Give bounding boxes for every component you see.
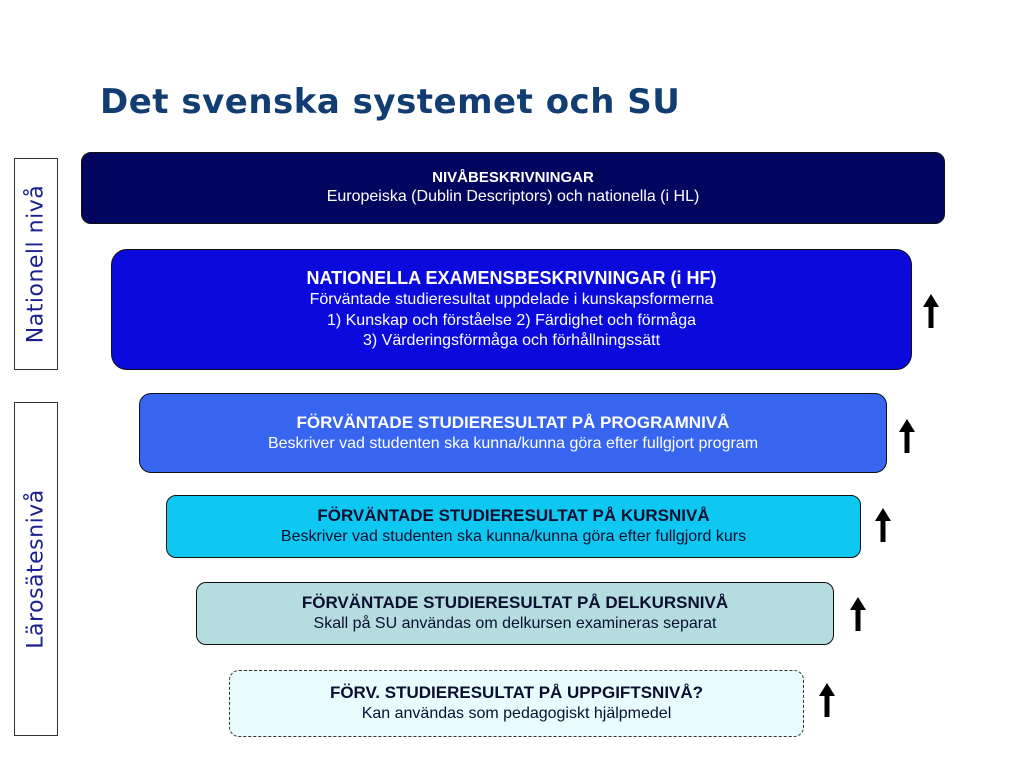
up-arrow-icon: [819, 683, 835, 717]
level-description: Beskriver vad studenten ska kunna/kunna göra efter fullgjord kurs: [280, 528, 747, 546]
level-description: 1) Kunskap och förståelse 2) Färdighet och förmåga: [326, 311, 697, 329]
level-description: 3) Värderingsförmåga och förhållningssätt: [362, 332, 661, 350]
level-description: Kan användas som pedagogiskt hjälpmedel: [361, 705, 672, 723]
university-level-bracket: [14, 402, 58, 736]
up-arrow-icon: [850, 597, 866, 631]
up-arrow-icon: [899, 419, 915, 453]
level-box-assignment-outcomes: [229, 670, 804, 737]
level-description: Förväntade studieresultat uppdelade i kunskapsformerna: [309, 291, 714, 309]
page-title: Det svenska systemet och SU: [100, 82, 681, 122]
national-level-bracket: [14, 158, 58, 370]
level-heading: FÖRVÄNTADE STUDIERESULTAT PÅ KURSNIVÅ: [317, 506, 710, 526]
level-box-level-descriptors: [81, 152, 945, 224]
level-description: Europeiska (Dublin Descriptors) och nationella (i HL): [326, 188, 700, 206]
up-arrow-icon: [875, 508, 891, 542]
national-level-label: Nationell nivå: [23, 184, 49, 344]
level-box-program-outcomes: [139, 393, 887, 473]
level-heading: FÖRV. STUDIERESULTAT PÅ UPPGIFTSNIVÅ?: [329, 683, 704, 703]
university-level-label: Lärosätesnivå: [23, 489, 49, 649]
level-description: Beskriver vad studenten ska kunna/kunna göra efter fullgjort program: [267, 434, 759, 452]
level-heading: FÖRVÄNTADE STUDIERESULTAT PÅ DELKURSNIVÅ: [301, 593, 729, 613]
up-arrow-icon: [923, 294, 939, 328]
level-box-subcourse-outcomes: [196, 582, 834, 645]
level-heading: NIVÅBESKRIVNINGAR: [432, 169, 594, 187]
level-heading: FÖRVÄNTADE STUDIERESULTAT PÅ PROGRAMNIVÅ: [296, 412, 730, 432]
level-description: Skall på SU användas om delkursen examineras separat: [313, 615, 717, 633]
level-box-course-outcomes: [166, 495, 861, 558]
level-heading: NATIONELLA EXAMENSBESKRIVNINGAR (i HF): [306, 268, 717, 289]
level-box-national-degree-descriptors: [111, 249, 912, 370]
